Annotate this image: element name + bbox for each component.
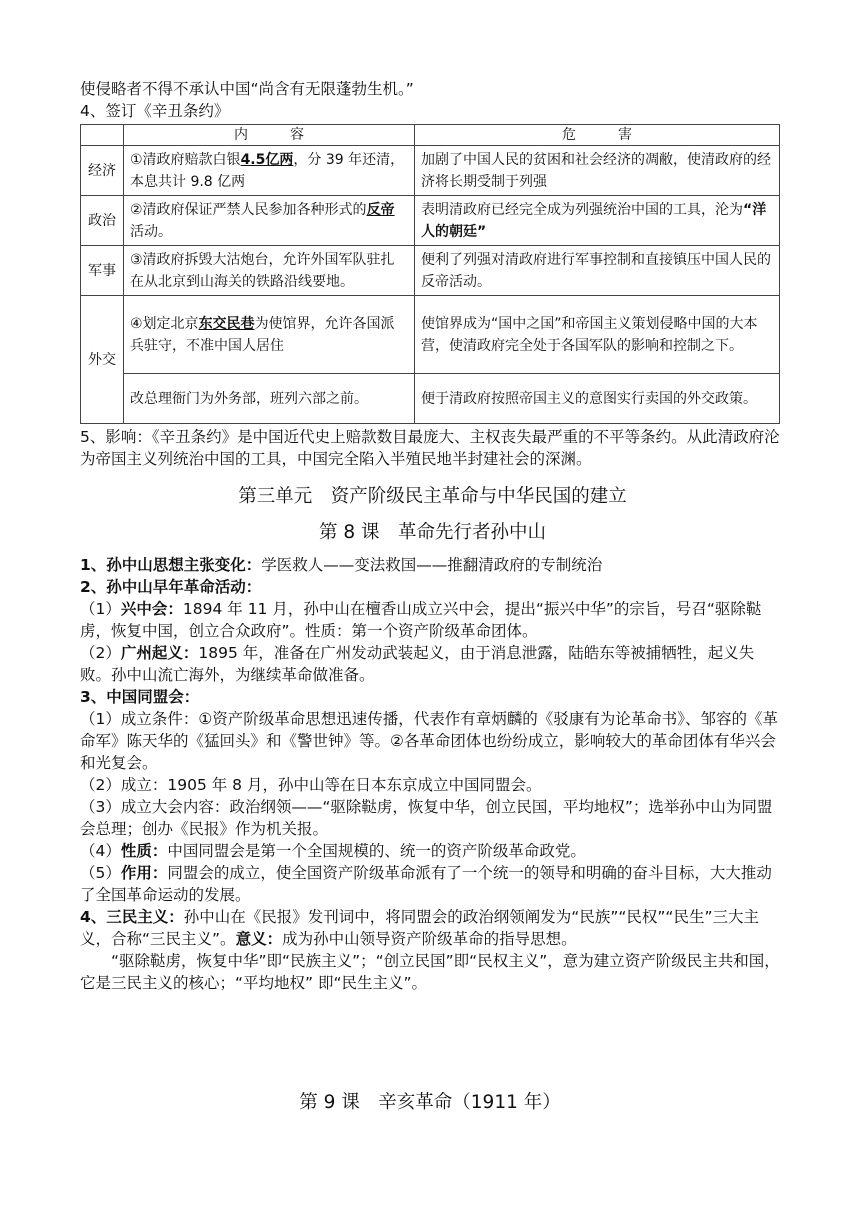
row-harm: 使馆界成为“国中之国”和帝国主义策划侵略中国的大本营，使清政府完全处于各国军队的影响和控制之下。 [415,296,780,374]
item-3-2: （2）成立：1905 年 8 月，孙中山等在日本东京成立中国同盟会。 [80,776,542,794]
lesson-9-title: 第 9 课 辛亥革命（1911 年） [299,1092,561,1113]
item-3-5: （5）作用：同盟会的成立，使全国资产阶级革命派有了一个统一的领导和明确的奋斗目标，大大推动了全国革命运动的发展。 [80,864,772,904]
row-harm: 表明清政府已经完全成为列强统治中国的工具，沦为“洋人的朝廷” [415,196,780,246]
indemnity-amount: 4.5亿两 [240,151,294,168]
row-category: 经济 [81,146,124,196]
header-harm: 危 害 [415,125,780,146]
table-row [81,374,780,424]
row-harm: 便于清政府按照帝国主义的意图实行卖国的外交政策。 [415,374,780,424]
foreigners-court-term: “洋人的朝廷” [421,201,767,240]
section-4-title: 4、签订《辛丑条约》 [80,102,230,120]
item-3-1: （1）成立条件：①资产阶级革命思想迅速传播，代表作有章炳麟的《驳康有为论革命书》、邹容的《革命军》陈天华的《猛回头》和《警世钟》等。②各革命团体也纷纷成立，影响较大的革命团体有华兴会和光复会。 [80,710,779,772]
row-harm: 加剧了中国人民的贫困和社会经济的凋敝，使清政府的经济将长期受制于列强 [415,146,780,196]
section-5-impact: 5、影响：《辛丑条约》是中国近代史上赔款数目最庞大、主权丧失最严重的不平等条约。从此清政府沦为帝国主义列统治中国的工具，中国完全陷入半殖民地半封建社会的深渊。 [80,428,780,468]
item-3-title: 3、中国同盟会： [80,688,200,706]
table-row [81,246,780,296]
table-row [81,296,780,374]
item-2-2: （2）广州起义：1895 年，准备在广州发动武装起义，由于消息泄露，陆皓东等被捕牺牲，起义失败。孙中山流亡海外，为继续革命做准备。 [80,644,755,684]
item-3-4: （4）性质：中国同盟会是第一个全国规模的、统一的资产阶级革命政党。 [80,842,586,860]
row-content: ③清政府拆毁大沽炮台，允许外国军队驻扎在从北京到山海关的铁路沿线要地。 [124,246,415,296]
row-content: ④划定北京东交民巷为使馆界，允许各国派兵驻守，不准中国人居住 [124,296,415,374]
legation-quarter-term: 东交民巷 [198,315,255,332]
row-category: 外交 [81,296,124,424]
item-2-title: 2、孙中山早年革命活动： [80,578,262,596]
row-content: ①清政府赔款白银4.5亿两，分 39 年还清，本息共计 9.8 亿两 [124,146,415,196]
item-4-paragraph: “驱除鞑虏，恢复中华”即“民族主义”；“创立民国”即“民权主义”，意为建立资产阶级民主共和国，它是三民主义的核心；“平均地权” 即“民生主义”。 [80,952,780,992]
row-content: 改总理衙门为外务部，班列六部之前。 [124,374,415,424]
row-category: 政治 [81,196,124,246]
lesson-8-title: 第 8 课 革命先行者孙中山 [318,522,547,543]
intro-line: 使侵略者不得不承认中国“尚含有无限蓬勃生机。” [80,80,414,98]
row-harm: 便利了列强对清政府进行军事控制和直接镇压中国人民的反帝活动。 [415,246,780,296]
item-3-3: （3）成立大会内容：政治纲领——“驱除鞑虏，恢复中华，创立民国，平均地权”；选举孙中山为同盟会总理；创办《民报》作为机关报。 [80,798,773,838]
unit-title: 第三单元 资产阶级民主革命与中华民国的建立 [238,486,627,507]
row-category: 军事 [81,246,124,296]
table-header-row [81,125,780,146]
treaty-table [80,124,780,424]
document-page [80,78,785,994]
header-content: 内 容 [124,125,415,146]
item-2-1: （1）兴中会：1894 年 11 月，孙中山在檀香山成立兴中会，提出“振兴中华”的宗旨，号召“驱除鞑虏，恢复中国，创立合众政府”。性质：第一个资产阶级革命团体。 [80,600,762,640]
table-row [81,196,780,246]
item-1: 1、孙中山思想主张变化：学医救人——变法救国——推翻清政府的专制统治 [80,556,603,574]
item-4: 4、三民主义：孙中山在《民报》发刊词中，将同盟会的政治纲领阐发为“民族”“民权”“民生”三大主义，合称“三民主义”。意义：成为孙中山领导资产阶级革命的指导思想。 [80,908,759,948]
row-content: ②清政府保证严禁人民参加各种形式的反帝活动。 [124,196,415,246]
anti-imperialism-term: 反帝 [366,201,395,218]
table-row [81,146,780,196]
